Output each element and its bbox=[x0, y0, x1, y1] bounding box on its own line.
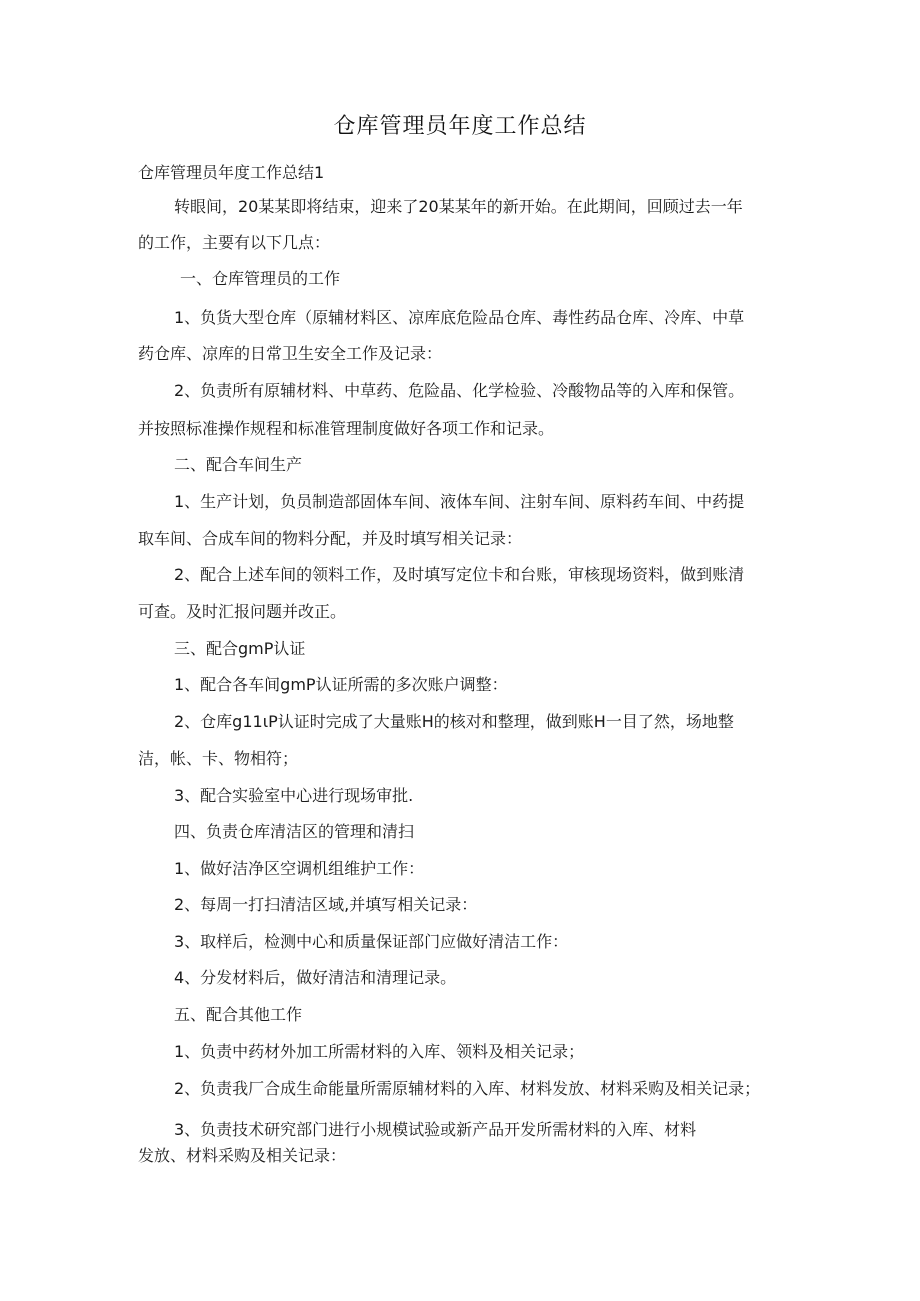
paragraph-line: 3、负责技术研究部门进行小规模试验或新产品开发所需材料的入库、材料 bbox=[174, 1120, 697, 1139]
paragraph-line: 2、仓库g11ιP认证时完成了大量账H的核对和整理，做到账H一目了然，场地整 bbox=[174, 712, 734, 731]
section-heading: 一、仓库管理员的工作 bbox=[180, 269, 341, 288]
paragraph-line: 2、每周一打扫清洁区域,并填写相关记录： bbox=[174, 895, 478, 914]
document-subtitle: 仓库管理员年度工作总结1 bbox=[138, 163, 325, 182]
section-heading: 四、负责仓库清洁区的管理和清扫 bbox=[174, 822, 415, 841]
paragraph-line: 药仓库、凉库的日常卫生安全工作及记录： bbox=[138, 344, 443, 363]
paragraph-line: 1、负货大型仓库（原辅材料区、凉库底危险品仓库、毒性药品仓库、冷库、中草 bbox=[174, 308, 745, 327]
paragraph-line: 1、做好洁净区空调机组维护工作： bbox=[174, 859, 425, 878]
paragraph-line: 可查。及时汇报问题并改正。 bbox=[138, 602, 347, 621]
document-title: 仓库管理员年度工作总结 bbox=[333, 114, 587, 139]
paragraph-line: 2、负责所有原辅材料、中草药、危险晶、化学检验、冷酸物品等的入库和保管。 bbox=[174, 381, 745, 400]
paragraph-line: 洁，帐、卡、物相符； bbox=[138, 749, 299, 768]
paragraph-line: 1、配合各车间gmP认证所需的多次账户调整： bbox=[174, 675, 508, 694]
paragraph-line: 1、负责中药材外加工所需材料的入库、领料及相关记录； bbox=[174, 1042, 585, 1061]
paragraph-line: 2、配合上述车间的领料工作，及时填写定位卡和台账，审核现场资料，做到账清 bbox=[174, 565, 745, 584]
paragraph-line: 发放、材料采购及相关记录： bbox=[138, 1146, 347, 1165]
section-heading: 三、配合gmP认证 bbox=[174, 639, 306, 658]
paragraph-line: 4、分发材料后，做好清洁和清理记录。 bbox=[174, 968, 457, 987]
paragraph-line: 3、取样后，检测中心和质量保证部门应做好清洁工作： bbox=[174, 932, 569, 951]
paragraph-line: 取车间、合成车间的物料分配，并及时填写相关记录： bbox=[138, 529, 523, 548]
section-heading: 二、配合车间生产 bbox=[174, 455, 303, 474]
paragraph-line: 转眼间，20某某即将结束，迎来了20某某年的新开始。在此期间，回顾过去一年 bbox=[174, 197, 743, 216]
paragraph-line: 并按照标准操作规程和标准管理制度做好各项工作和记录。 bbox=[138, 419, 555, 438]
paragraph-line: 2、负责我厂合成生命能量所需原辅材料的入库、材料发放、材料采购及相关记录； bbox=[174, 1079, 761, 1098]
paragraph-line: 的工作，主要有以下几点： bbox=[138, 233, 331, 252]
section-heading: 五、配合其他工作 bbox=[174, 1005, 303, 1024]
paragraph-line: 1、生产计划，负员制造部固体车间、液体车间、注射车间、原料药车间、中药提 bbox=[174, 492, 745, 511]
paragraph-line: 3、配合实验室中心进行现场审批. bbox=[174, 786, 414, 805]
